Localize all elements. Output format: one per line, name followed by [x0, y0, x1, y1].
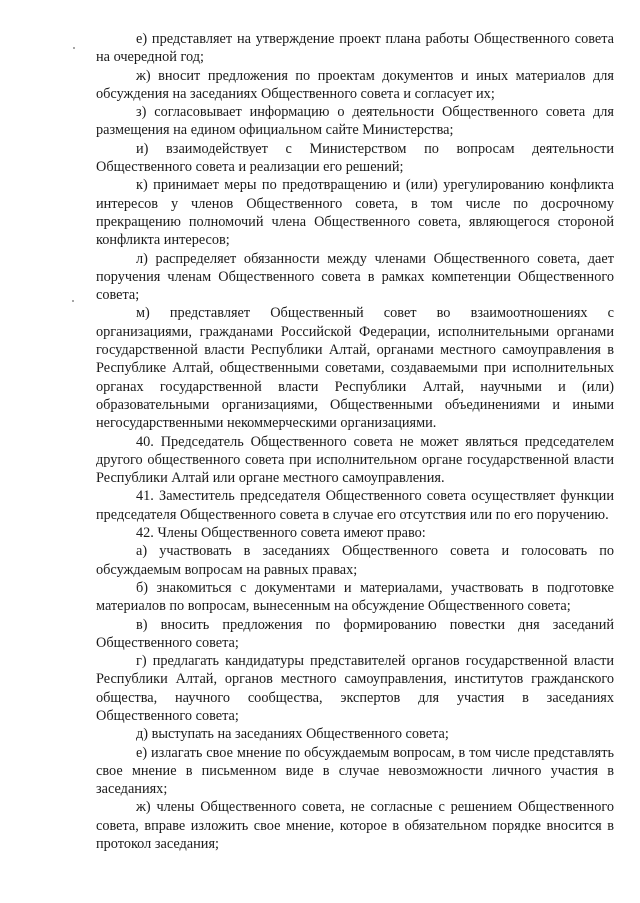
paragraph-item-e: е) представляет на утверждение проект плана работы Общественного совета на очередной год;	[96, 31, 614, 66]
paragraph-clause-40: 40. Председатель Общественного совета не может являться председателем другого общественного совета при исполнительном органе государственной власти Республики Алтай или органе местного самоуправления.	[96, 433, 614, 487]
paragraph-right-zh: ж) члены Общественного совета, не согласные с решением Общественного совета, вправе изложить свое мнение, которое в обязательном порядке вносится в протокол заседания;	[96, 799, 614, 853]
paragraph-clause-42: 42. Члены Общественного совета имеют право:	[136, 525, 426, 542]
scan-speck	[73, 47, 75, 49]
paragraph-right-a: а) участвовать в заседаниях Общественного совета и голосовать по обсуждаемым вопросам на равных правах;	[96, 543, 614, 578]
paragraph-item-l: л) распределяет обязанности между членами Общественного совета, дает поручения членам Общественного совета в рамках компетенции Общественного совета;	[96, 250, 614, 304]
scan-speck	[72, 300, 74, 302]
paragraph-item-i: и) взаимодействует с Министерством по вопросам деятельности Общественного совета и реализации его решений;	[96, 140, 614, 176]
paragraph-right-g: г) предлагать кандидатуры представителей органов государственной власти Республики Алтай, органов местного самоуправления, институтов гражданского общества, научного сообщества, экспертов для участия в заседаниях Общественного совета;	[96, 653, 614, 724]
paragraph-clause-41: 41. Заместитель председателя Общественного совета осуществляет функции председателя Общественного совета в случае его отсутствия или по его поручению.	[96, 488, 614, 523]
paragraph-right-d: д) выступать на заседаниях Общественного совета;	[136, 726, 449, 743]
paragraph-item-m: м) представляет Общественный совет во взаимоотношениях с организациями, гражданами Российской Федерации, исполнительными органами государственной власти Республики Алтай, органами местного самоуправления в Республике Алтай, общественными советами, создаваемыми при исполнительных органах государственной власти Республики Алтай, научными и (или) образовательными организациями, Общественными объединениями и иными негосударственными некоммерческими организациями.	[96, 305, 614, 432]
document-page	[96, 30, 614, 853]
paragraph-item-z: з) согласовывает информацию о деятельности Общественного совета для размещения на едином официальном сайте Министерства;	[96, 104, 614, 139]
paragraph-item-zh: ж) вносит предложения по проектам документов и иных материалов для обсуждения на заседаниях Общественного совета и согласует их;	[96, 67, 614, 102]
paragraph-right-e: е) излагать свое мнение по обсуждаемым вопросам, в том числе представлять свое мнение в письменном виде в случае невозможности личного участия в заседаниях;	[96, 744, 614, 798]
paragraph-right-v: в) вносить предложения по формированию повестки дня заседаний Общественного совета;	[96, 616, 614, 651]
paragraph-item-k: к) принимает меры по предотвращению и (или) урегулированию конфликта интересов у членов Общественного совета, в том числе по досрочному прекращению полномочий члена Общественного совета, являющегося стороной конфликта интересов;	[96, 177, 614, 249]
paragraph-right-b: б) знакомиться с документами и материалами, участвовать в подготовке материалов по вопросам, вынесенным на обсуждение Общественного совета;	[96, 579, 614, 615]
